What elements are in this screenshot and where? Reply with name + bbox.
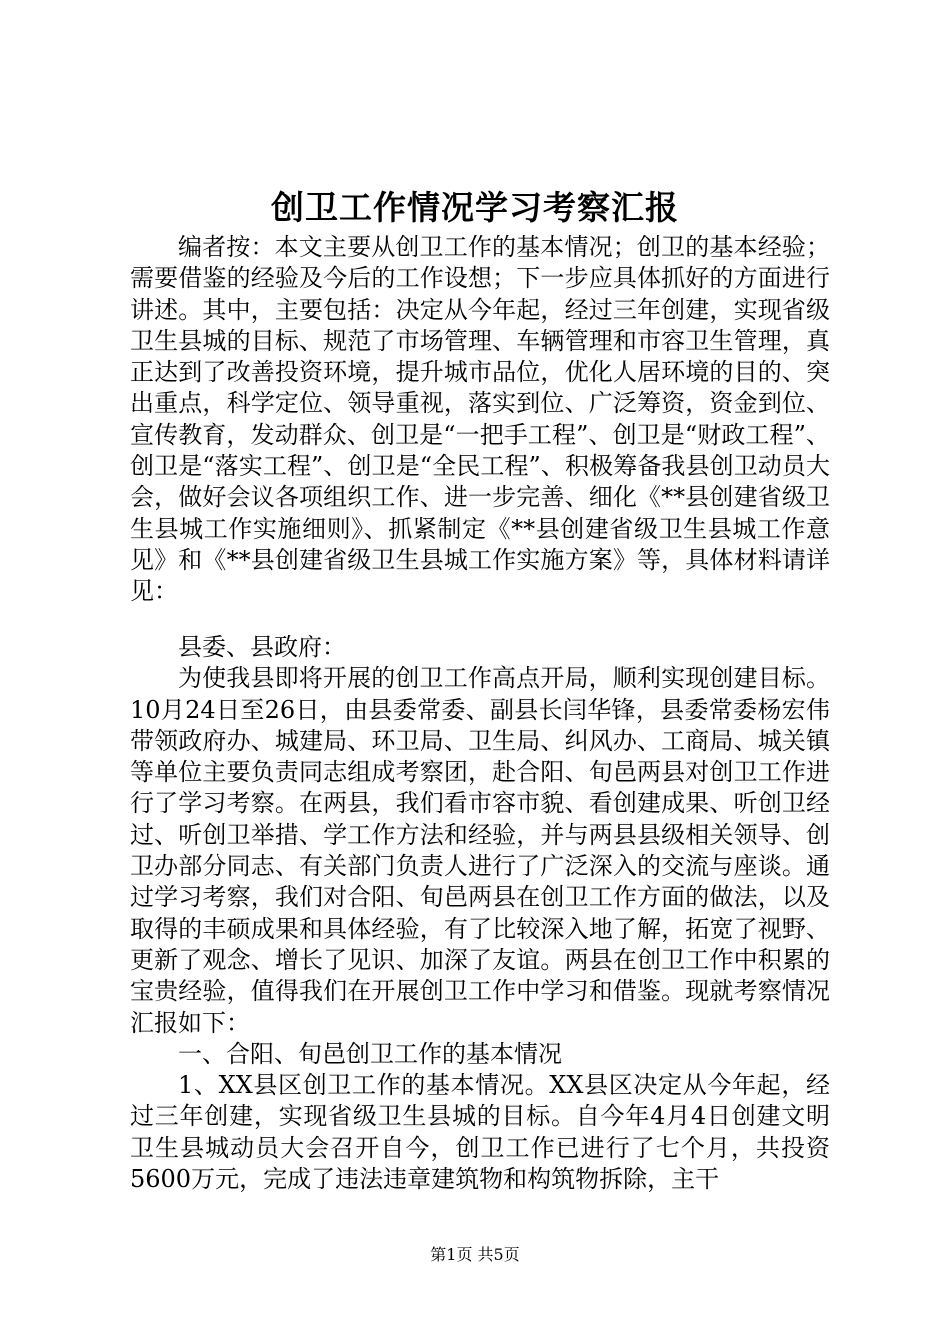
salutation: 县委、县政府： [178,633,346,661]
page-footer: 第1页 共5页 [430,1245,520,1264]
report-letter-block [130,632,830,1195]
editor-note-block [130,232,830,608]
editor-note-paragraph: 编者按：本文主要从创卫工作的基本情况；创卫的基本经验；需要借鉴的经验及今后的工作设想；下一步应具体抓好的方面进行讲述。其中，主要包括：决定从今年起，经过三年创建，实现省级卫生县城的目标、规范了市场管理、车辆管理和市容卫生管理，真正达到了改善投资环境，提升城市品位，优化人居环境的目的、突出重点，科学定位、领导重视，落实到位、广泛筹资，资金到位、宣传教育，发动群众、创卫是“一把手工程”、创卫是“财政工程”、创卫是“落实工程”、创卫是“全民工程”、积极筹备我县创卫动员大会，做好会议各项组织工作、进一步完善、细化《**县创建省级卫生县城工作实施细则》、抓紧制定《**县创建省级卫生县城工作意见》和《**县创建省级卫生县城工作实施方案》等，具体材料请详见： [130,233,830,606]
intro-paragraph: 为使我县即将开展的创卫工作高点开局，顺利实现创建目标。10月24日至26日，由县委常委、副县长闫华锋，县委常委杨宏伟带领政府办、城建局、环卫局、卫生局、纠风办、工商局、城关镇等单位主要负责同志组成考察团，赴合阳、旬邑两县对创卫工作进行了学习考察。在两县，我们看市容市貌、看创建成果、听创卫经过、听创卫举措、学工作方法和经验，并与两县县级相关领导、创卫办部分同志、有关部门负责人进行了广泛深入的交流与座谈。通过学习考察，我们对合阳、旬邑两县在创卫工作方面的做法，以及取得的丰硕成果和具体经验，有了比较深入地了解，拓宽了视野、更新了观念、增长了见识、加深了友谊。两县在创卫工作中积累的宝贵经验，值得我们在开展创卫工作中学习和借鉴。现就考察情况汇报如下： [130,664,830,1037]
section-heading: 一、合阳、旬邑创卫工作的基本情况 [178,1039,562,1068]
body-paragraph: 1、XX县区创卫工作的基本情况。XX县区决定从今年起，经过三年创建，实现省级卫生县城的目标。自今年4月4日创建文明卫生县城动员大会召开自今，创卫工作已进行了七个月，共投资5600万元，完成了违法违章建筑物和构筑物拆除，主干 [130,1071,830,1194]
document-title: 创卫工作情况学习考察汇报 [271,188,679,227]
